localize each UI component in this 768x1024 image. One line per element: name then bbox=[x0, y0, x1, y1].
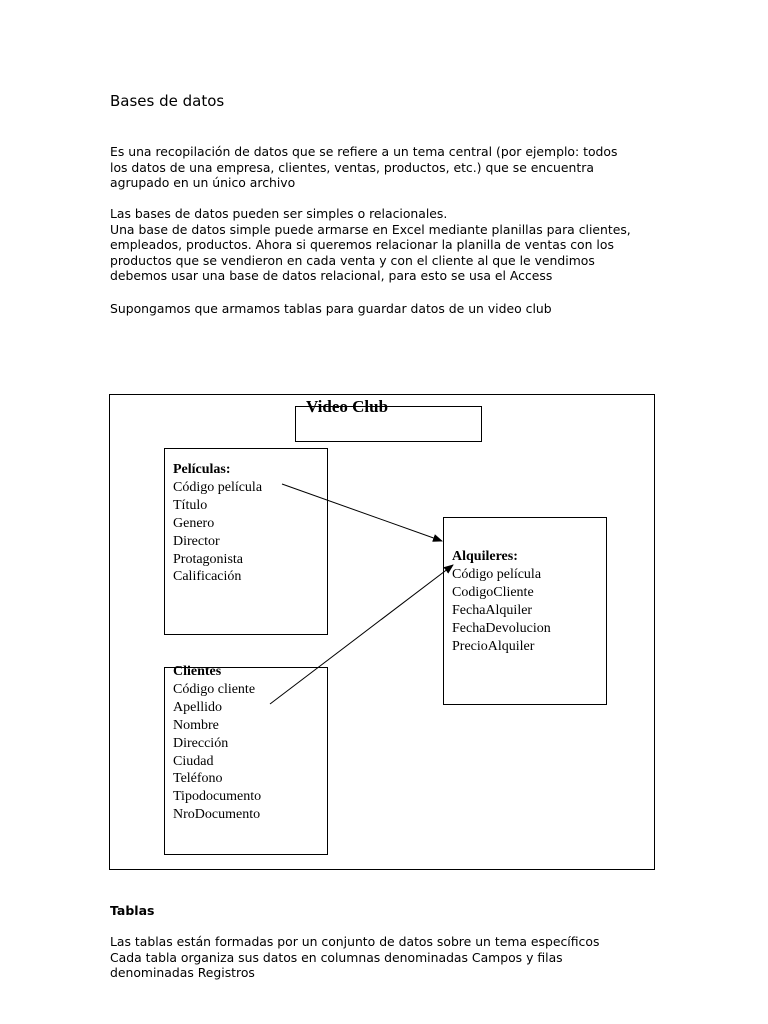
alquileres-field: PrecioAlquiler bbox=[452, 638, 535, 654]
example-line: Supongamos que armamos tablas para guardar datos de un video club bbox=[110, 301, 552, 316]
clientes-field: Apellido bbox=[173, 699, 222, 715]
types-line: Las bases de datos pueden ser simples o relacionales. bbox=[110, 206, 448, 221]
clientes-field: Código cliente bbox=[173, 681, 256, 697]
arrow-peliculas-to-alquileres bbox=[282, 484, 442, 541]
clientes-field: Tipodocumento bbox=[173, 789, 262, 805]
clientes-field: NroDocumento bbox=[173, 807, 261, 823]
diagram-title: Video Club bbox=[306, 397, 389, 416]
clientes-field: Teléfono bbox=[173, 771, 223, 787]
peliculas-field: Genero bbox=[173, 515, 215, 531]
types-line: Una base de datos simple puede armarse en Excel mediante planillas para clientes, bbox=[110, 221, 631, 237]
alquileres-field: FechaAlquiler bbox=[452, 602, 533, 618]
tablas-line: Las tablas están formadas por un conjunto de datos sobre un tema específicos bbox=[110, 934, 600, 949]
tablas-line: Cada tabla organiza sus datos en columnas denominadas Campos y filas bbox=[110, 949, 563, 965]
types-paragraph bbox=[110, 206, 670, 284]
relationship-arrows bbox=[110, 395, 656, 871]
tablas-line: denominadas Registros bbox=[110, 965, 255, 981]
types-line: empleados, productos. Ahora si queremos relacionar la planilla de ventas con los bbox=[110, 237, 614, 253]
intro-paragraph bbox=[110, 144, 670, 191]
clientes-field: Dirección bbox=[173, 735, 229, 751]
peliculas-field: Director bbox=[173, 533, 220, 549]
types-line: productos que se vendieron en cada venta y con el cliente al que le vendimos bbox=[110, 252, 595, 268]
clientes-header: Clientes bbox=[173, 664, 222, 679]
alquileres-field: Código película bbox=[452, 566, 542, 582]
tablas-heading: Tablas bbox=[110, 903, 155, 918]
intro-line: los datos de una empresa, clientes, ventas, productos, etc.) que se encuentra bbox=[110, 159, 594, 175]
peliculas-field: Título bbox=[173, 497, 208, 513]
alquileres-field: FechaDevolucion bbox=[452, 620, 551, 636]
arrow-clientes-to-alquileres bbox=[270, 565, 453, 704]
peliculas-header: Películas: bbox=[173, 462, 231, 477]
clientes-field: Ciudad bbox=[173, 753, 214, 769]
peliculas-field: Calificación bbox=[173, 569, 242, 585]
peliculas-field: Código película bbox=[173, 479, 263, 495]
alquileres-header: Alquileres: bbox=[452, 549, 518, 564]
peliculas-field: Protagonista bbox=[173, 551, 243, 567]
example-paragraph bbox=[110, 301, 670, 317]
alquileres-field: CodigoCliente bbox=[452, 584, 534, 600]
video-club-diagram bbox=[109, 394, 655, 870]
types-line: debemos usar una base de datos relacional, para esto se usa el Access bbox=[110, 268, 553, 284]
tablas-paragraph bbox=[110, 934, 670, 981]
page-title: Bases de datos bbox=[110, 92, 225, 110]
intro-line: Es una recopilación de datos que se refiere a un tema central (por ejemplo: todos bbox=[110, 144, 618, 159]
clientes-field: Nombre bbox=[173, 717, 219, 733]
intro-line: agrupado en un único archivo bbox=[110, 175, 296, 191]
